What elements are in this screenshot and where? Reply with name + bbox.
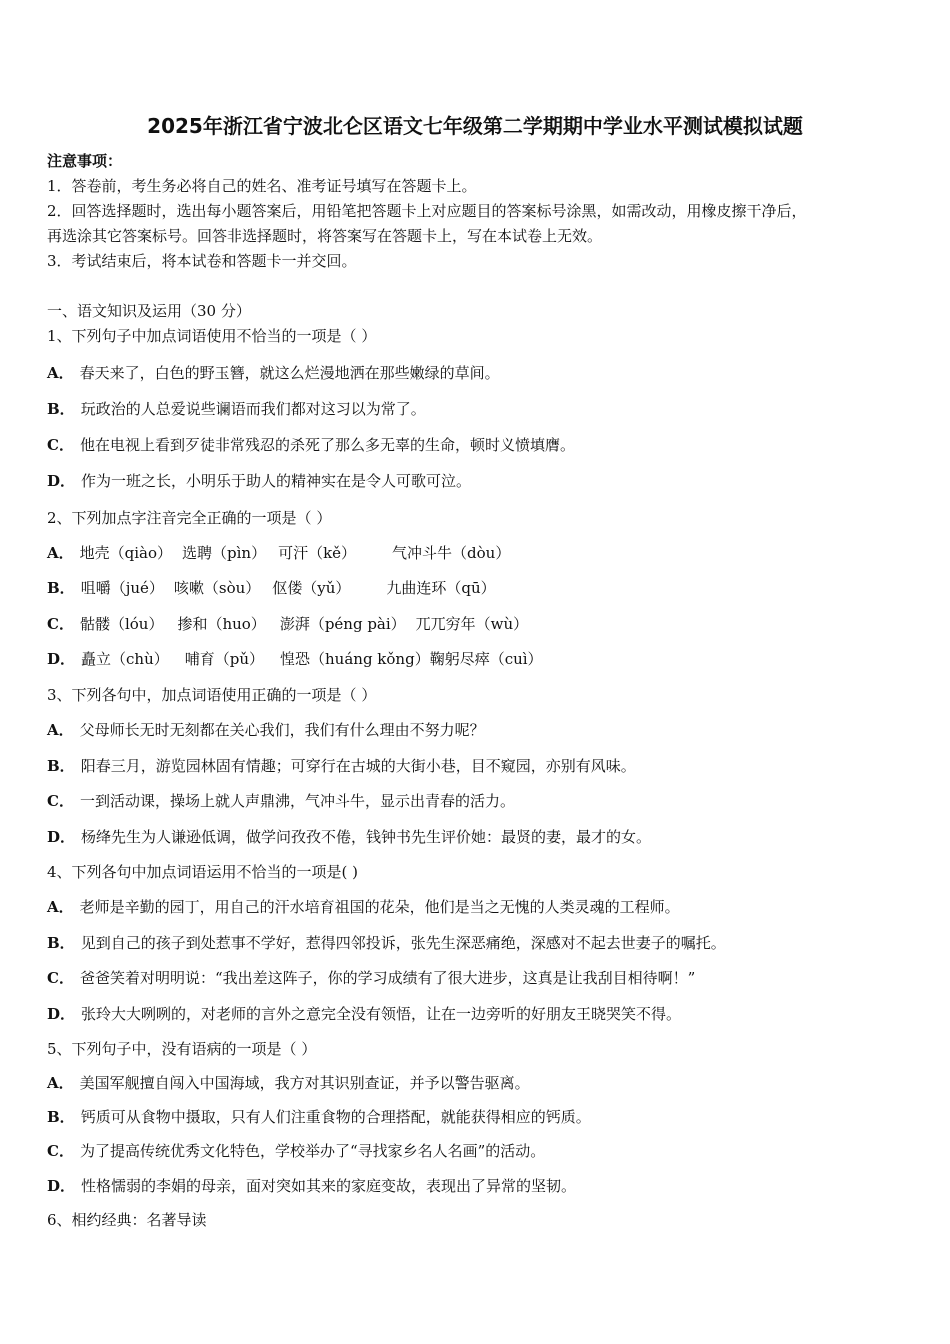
- option-text: 钙质可从食物中摄取，只有人们注重食物的合理搭配，就能获得相应的钙质。: [80, 1108, 591, 1126]
- option-d: [47, 470, 471, 492]
- option-part: 掺和（huo）: [177, 615, 266, 633]
- option-c: [47, 967, 695, 989]
- option-label: A．: [47, 1074, 74, 1092]
- option-text: 一到活动课，操场上就人声鼎沸，气冲斗牛，显示出青春的活力。: [79, 792, 515, 810]
- option-part: 哺育（pǔ）: [184, 650, 265, 668]
- option-part: 伛偻（yǔ）: [272, 579, 351, 597]
- question-stem: 5、下列句子中，没有语病的一项是（ ）: [47, 1040, 317, 1058]
- option-b: [47, 398, 426, 420]
- option-part: 九曲连环（qū）: [386, 579, 496, 597]
- exam-title: 2025年浙江省宁波北仑区语文七年级第二学期期中学业水平测试模拟试题: [147, 114, 803, 138]
- option-label: D．: [47, 1177, 76, 1195]
- option-part: 兀兀穷年（wù）: [415, 615, 529, 633]
- option-part: 气冲斗牛（dòu）: [392, 544, 511, 562]
- option-label: A．: [47, 898, 74, 916]
- option-a: [47, 719, 485, 741]
- option-a: [47, 542, 510, 564]
- option-c: [47, 434, 575, 456]
- option-label: B．: [47, 579, 75, 597]
- option-label: A．: [47, 364, 74, 382]
- option-label: D．: [47, 828, 76, 846]
- notice-item: 2．回答选择题时，选出每小题答案后，用铅笔把答题卡上对应题目的答案标号涂黑，如需改动，用橡皮擦干净后，: [47, 202, 807, 220]
- option-text: 见到自己的孩子到处惹事不学好，惹得四邻投诉，张先生深恶痛绝，深感对不起去世妻子的嘱托。: [80, 934, 726, 952]
- section-heading: 一、语文知识及运用（30 分）: [47, 302, 251, 320]
- option-label: C．: [47, 792, 74, 810]
- notice-heading: 注意事项：: [47, 152, 123, 170]
- option-part: 矗立（chù）: [81, 650, 169, 668]
- question-stem: 1、下列句子中加点词语使用不恰当的一项是（ ）: [47, 327, 377, 345]
- option-text: 老师是辛勤的园丁，用自己的汗水培育祖国的花朵，他们是当之无愧的人类灵魂的工程师。: [79, 898, 680, 916]
- option-b: [47, 755, 636, 777]
- option-c: [47, 790, 515, 812]
- option-text: 为了提高传统优秀文化特色，学校举办了“寻找家乡名人名画”的活动。: [79, 1142, 546, 1160]
- option-c: [47, 1140, 545, 1162]
- option-a: [47, 362, 500, 384]
- option-label: C．: [47, 1142, 74, 1160]
- option-part: 可汗（kě）: [278, 544, 357, 562]
- option-label: C．: [47, 615, 74, 633]
- option-part: 咳嗽（sòu）: [173, 579, 261, 597]
- option-text: 杨绛先生为人谦逊低调，做学问孜孜不倦，钱钟书先生评价她：最贤的妻，最才的女。: [81, 828, 652, 846]
- option-label: D．: [47, 472, 76, 490]
- option-label: B．: [47, 400, 75, 418]
- option-label: C．: [47, 969, 74, 987]
- question-stem: 2、下列加点字注音完全正确的一项是（ ）: [47, 509, 332, 527]
- notice-item: 再选涂其它答案标号。回答非选择题时，将答案写在答题卡上，写在本试卷上无效。: [47, 227, 603, 245]
- notice-item: 3．考试结束后，将本试卷和答题卡一并交回。: [47, 252, 357, 270]
- option-b: [47, 1106, 591, 1128]
- option-part: 选聘（pìn）: [182, 544, 267, 562]
- question-stem: 4、下列各句中加点词语运用不恰当的一项是( ): [47, 863, 359, 881]
- option-d: [47, 1003, 681, 1025]
- option-d: [47, 1175, 576, 1197]
- option-label: D．: [47, 1005, 76, 1023]
- notice-item: 1．答卷前，考生务必将自己的姓名、准考证号填写在答题卡上。: [47, 177, 477, 195]
- question-stem: 3、下列各句中，加点词语使用正确的一项是（ ）: [47, 686, 377, 704]
- option-label: A．: [47, 721, 74, 739]
- option-part: 澎湃（péng pài）: [279, 615, 406, 633]
- option-a: [47, 1072, 530, 1094]
- option-part: 咀嚼（jué）: [80, 579, 164, 597]
- option-text: 春天来了，白色的野玉簪，就这么烂漫地洒在那些嫩绿的草间。: [79, 364, 500, 382]
- option-b: [47, 932, 726, 954]
- option-text: 阳春三月，游览园林固有情趣；可穿行在古城的大街小巷，目不窥园，亦别有风味。: [80, 757, 636, 775]
- option-a: [47, 896, 680, 918]
- option-label: A．: [47, 544, 74, 562]
- option-d: [47, 648, 543, 670]
- option-text: 性格懦弱的李娟的母亲，面对突如其来的家庭变故，表现出了异常的坚韧。: [81, 1177, 577, 1195]
- option-part: 骷髅（lóu）: [79, 615, 164, 633]
- option-text: 父母师长无时无刻都在关心我们，我们有什么理由不努力呢？: [79, 721, 485, 739]
- option-label: B．: [47, 1108, 75, 1126]
- option-d: [47, 826, 651, 848]
- option-label: B．: [47, 934, 75, 952]
- question-stem: 6、相约经典：名著导读: [47, 1211, 207, 1229]
- option-part: 惶恐（huáng kǒng）鞠躬尽瘁（cuì）: [280, 650, 543, 668]
- option-b: [47, 577, 496, 599]
- option-text: 张玲大大咧咧的，对老师的言外之意完全没有领悟，让在一边旁听的好朋友王晓哭笑不得。: [81, 1005, 682, 1023]
- option-c: [47, 613, 528, 635]
- option-label: B．: [47, 757, 75, 775]
- option-part: 地壳（qiào）: [79, 544, 173, 562]
- option-text: 玩政治的人总爱说些谰语而我们都对这习以为常了。: [80, 400, 426, 418]
- option-text: 爸爸笑着对明明说：“我出差这阵子，你的学习成绩有了很大进步，这真是让我刮目相待啊！”: [79, 969, 696, 987]
- option-label: C．: [47, 436, 74, 454]
- option-text: 作为一班之长，小明乐于助人的精神实在是令人可歌可泣。: [81, 472, 472, 490]
- option-text: 美国军舰擅自闯入中国海域，我方对其识别查证，并予以警告驱离。: [79, 1074, 530, 1092]
- option-label: D．: [47, 650, 76, 668]
- option-text: 他在电视上看到歹徒非常残忍的杀死了那么多无辜的生命，顿时义愤填膺。: [79, 436, 575, 454]
